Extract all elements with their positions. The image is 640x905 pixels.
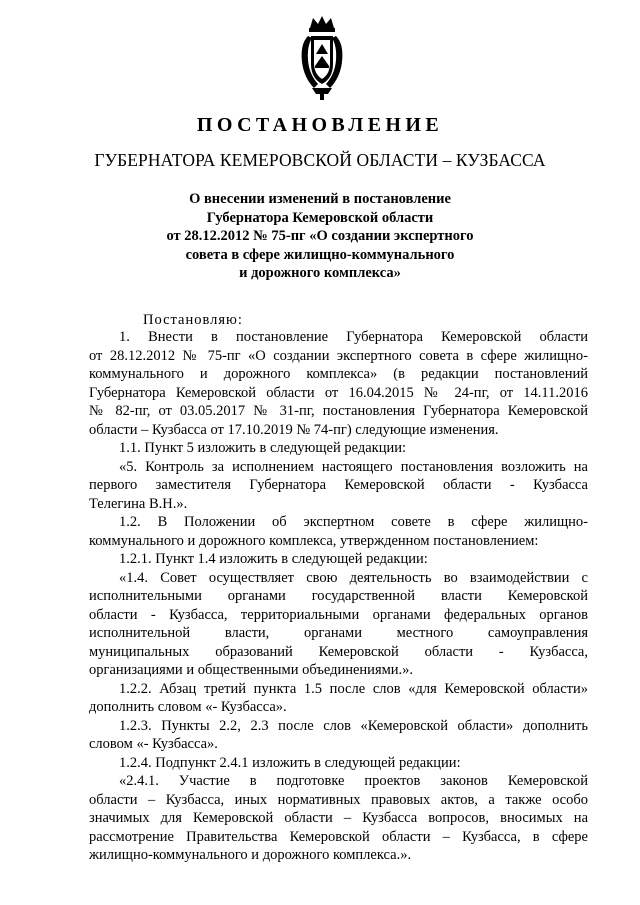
body-line: организациями и общественными объединениями.». [89,662,414,678]
body-line: первого заместителя Губернатора Кемеровской области - Кузбасса [89,477,588,493]
document-body [89,328,588,865]
body-line: 1.2.3. Пункты 2.2, 2.3 после слов «Кемеровской области» дополнить [119,717,588,734]
body-line: 1.2.2. Абзац третий пункта 1.5 после слов «для Кемеровской области» [119,680,588,697]
body-line: 1.1. Пункт 5 изложить в следующей редакции: [119,440,407,456]
heading-line: и дорожного комплекса» [239,265,401,281]
body-line: значимых для Кемеровской области – Кузбасса вопросов, вносимых на [89,810,588,826]
body-line: словом «- Кузбасса». [89,736,218,752]
body-line: исполнительными органами государственной власти Кемеровской [89,588,588,604]
body-line: области – Кузбасса от 17.10.2019 № 74-пг) следующие изменения. [89,421,499,438]
body-line: «2.4.1. Участие в подготовке проектов законов Кемеровской [119,773,588,789]
body-line: № 82-пг, от 03.05.2017 № 31-пг, постановления Губернатора Кемеровской [89,403,588,419]
body-line: рассмотрение Правительства Кемеровской области – Кузбасса, в сфере [89,828,588,845]
document-title: ПОСТАНОВЛЕНИЕ [196,114,444,136]
body-line: дополнить словом «- Кузбасса». [89,699,287,715]
body-line: муниципальных образований Кемеровской области - Кузбасса, [89,643,588,660]
document-issuer: ГУБЕРНАТОРА КЕМЕРОВСКОЙ ОБЛАСТИ – КУЗБАССА [94,150,546,170]
body-line: коммунального и дорожного комплекса, утвержденном постановлением: [89,532,539,549]
body-line: 1. Внести в постановление Губернатора Кемеровской области [119,329,588,345]
coat-of-arms-emblem [298,14,346,102]
body-line: «5. Контроль за исполнением настоящего постановления возложить на [119,458,588,475]
heading-line: Губернатора Кемеровской области [206,209,434,226]
body-line: от 28.12.2012 № 75-пг «О создании экспертного совета в сфере жилищно- [89,347,588,364]
body-line: Телегина В.Н.». [89,495,188,512]
heading-line: О внесении изменений в постановление [189,191,451,207]
preamble-text: Постановляю: [143,312,243,328]
body-line: 1.2.1. Пункт 1.4 изложить в следующей редакции: [119,551,428,567]
document-heading [160,190,480,283]
body-line: 1.2. В Положении об экспертном совете в сфере жилищно- [119,514,588,530]
body-line: области - Кузбасса, территориальными органами федеральных органов [89,606,588,623]
body-line: жилищно-коммунального и дорожного комплекса.». [89,847,412,863]
body-line: исполнительной власти, органами местного самоуправления [89,625,588,641]
body-line: «1.4. Совет осуществляет свою деятельность во взаимодействии с [119,569,588,586]
body-line: области – Кузбасса, иных нормативных правовых актов, а также особо [89,791,588,808]
body-line: 1.2.4. Подпункт 2.4.1 изложить в следующей редакции: [119,754,461,771]
heading-line: от 28.12.2012 № 75-пг «О создании экспертного [166,228,474,244]
heading-line: совета в сфере жилищно-коммунального [185,246,455,263]
body-line: Губернатора Кемеровской области от 16.04.2015 № 24-пг, от 14.11.2016 [89,384,588,401]
body-line: коммунального и дорожного комплекса» (в редакции постановлений [89,366,588,382]
